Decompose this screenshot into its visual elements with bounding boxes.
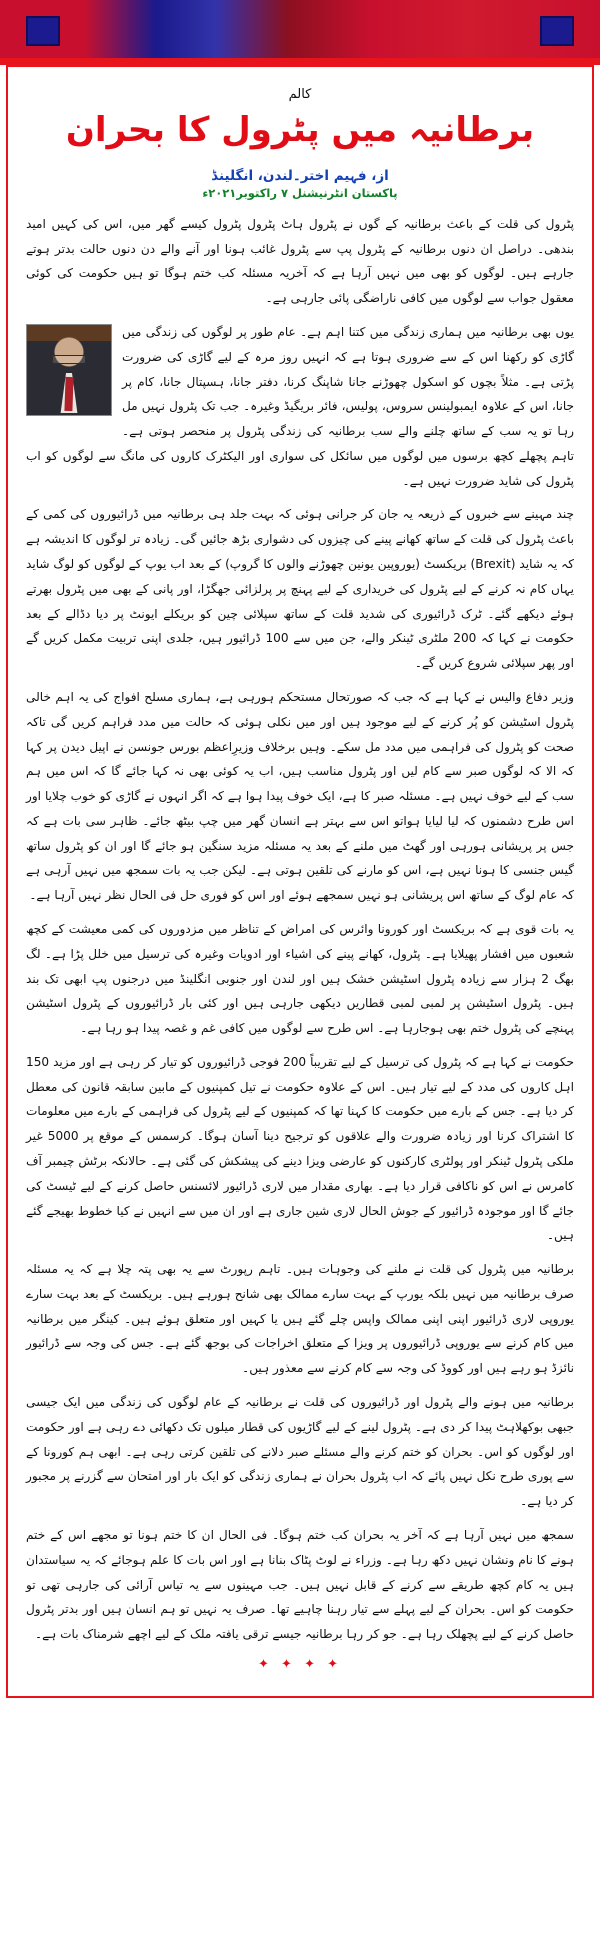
kicker-label: کالم xyxy=(288,87,312,102)
paragraph: چند مہینے سے خبروں کے ذریعہ یہ جان کر جرانی ہوئی کہ بہت جلد ہی برطانیہ میں ڈرائیوروں کی کمی کے باعث پٹرول کی قلت کے ساتھ کھانے پینے کی چیزوں کی دشواری بڑھ جائیں گی۔ زیادہ تر لوگوں کا اندیشہ ہے کہ یہ شاید (Brexit) بریکسٹ (یوروپین یونین چھوڑنے والوں کا گروپ) کے بعد اب یوپ کے لوگوں کو لوگ شاید یہاں کام نہ کرنے کے لیے پٹرول کی خریداری کے لیے پہنچ پر پرلزائی جھگڑا، اور پانی کے بھی میں پٹرول بھرتے ہوئے دیکھے گئے۔ ٹرک ڈرائیوری کی شدید قلت کے ساتھ سپلائی چین کو بریکلے ایونٹ پر دیا دڈالے کے بعد حکومت نے کہا کہ 200 ملٹری ٹینکر والے، جن میں سے 100 ڈرائیور ہیں، جلدی اپنی تربیت مکمل کریں گے اور پھر سپلائی شروع کریں گے۔ xyxy=(26,507,574,671)
article-inner xyxy=(12,75,588,1694)
paragraph: یہ بات قوی ہے کہ بریکسٹ اور کورونا وائرس کی امراض کے تناظر میں مزدوروں کی کمی معیشت کے کچھ شعبوں میں افشار پھیلایا ہے۔ پٹرول، کھانے پینے کی اشیاء اور ادویات وغیرہ کی ترسیل میں خلل پڑا ہے۔ لگ بھگ 2 ہزار سے زیادہ پٹرول اسٹیشن خشک ہیں اور لندن اور جنوبی انگلینڈ میں درجنوں پپ ابھی تک بند ہیں۔ پٹرول اسٹیشن پر لمبی لمبی قطاریں دیکھی جارہی ہیں اور کئی بار ڈرائیوروں کے پٹرول اسٹیشن پہنچے کی پٹرول ختم بھی ہوجارہا ہے۔ اس طرح سے لوگوں میں کافی غم و غصہ پیدا ہو رہا ہے۔ xyxy=(26,921,574,1036)
decorative-blue-square-right xyxy=(540,16,574,46)
paragraph: پٹرول کی قلت کے باعث برطانیہ کے گوں نے پٹرول ہاٹ پٹرول پٹرول کیسے گھر میں، اس کی کہیں امید بندھی۔ دراصل ان دنوں برطانیہ کے پٹرول پپ سے پٹرول غائب ہونا اور آنے والے دن دنوں حالت بدتر ہوتے جارہے ہیں۔ لوگوں کو بھی میں نہیں آرہا ہے کہ آخریہ مسئلہ کب ختم ہوگا تو ہیں حکومت کی کوئی معقول جواب سے لوگوں میں کافی ناراضگی پائی جارہی ہے۔ xyxy=(26,216,574,306)
decorative-top-banner xyxy=(0,0,600,62)
footer-ornament: ✦ ✦ ✦ ✦ xyxy=(258,1656,342,1672)
photo-tie xyxy=(64,377,73,411)
paragraph: یوں بھی برطانیہ میں ہماری زندگی میں کتنا اہم ہے۔ عام طور پر لوگوں کی زندگی میں گاڑی کو رکھنا اس کے سے ضروری ہوتا ہے کہ انہیں روز مرہ کے لیے گاڑی کی ضرورت پڑتی ہے۔ مثلاً بچوں کو اسکول چھوڑنے جانا شاپنگ کرنا، دفتر جانا، ہسپتال جانا، کام پر جانا، اس کے علاوہ ایمبولینس سروس، پولیس، فائر بریگیڈ وغیرہ۔ جب تک پٹرول نہیں مل رہا تو یہ سب کے ساتھ چلنے والے سب برطانیہ کی زندگی پٹرول پر منحصر ہوتی ہے۔ تاہم پچھلے کچھ برسوں میں لوگوں میں سائکل کی سواری اور الیکٹرک کاروں کی مانگ سے لوگوں کو اب پٹرول کی شاید ضرورت نہیں ہے۔ xyxy=(26,325,574,488)
author-photo xyxy=(26,324,112,416)
photo-glasses xyxy=(52,355,86,364)
paragraph: سمجھ میں نہیں آرہا ہے کہ آخر یہ بحران کب ختم ہوگا۔ فی الحال ان کا ختم ہونا تو مجھے اس کے ختم ہونے کا نام ونشان نہیں دکھ رہا ہے۔ وزراء نے لوٹ پٹاک بنانا ہے اور اس بات کا علم ہوجائے کہ یہ سیاستدان ہیں یہ کام کچھ طریقے سے کرنے کے قابل نہیں ہیں۔ جب مہینوں سے یہ تیاس آرائی کی جارہی تھی تو حکومت کو اس۔ بحران کے لیے پہلے سے تیار رہنا چاہیے تھا۔ صرف یہ نہیں تو ہم انسان ہیں اور بدتر پٹرول حاصل کرنے کے لیے پچھلک رہا ہے۔ جو کر رہا برطانیہ جیسے ترقی یافتہ ملک کے لیے اچھے شرمناک بات ہے۔ xyxy=(26,1527,574,1642)
byline: از، فہیم اختر۔لندن، انگلینڈ xyxy=(211,167,389,184)
article-frame xyxy=(0,65,600,1702)
page-title: برطانیہ میں پٹرول کا بحران xyxy=(65,110,535,150)
paragraph: وزیر دفاع والیس نے کہا ہے کہ جب کہ صورتحال مستحکم ہورہی ہے، ہماری مسلح افواج کی یہ اہم خالی پٹرول اسٹیشن کو پُر کرنے کے لیے موجود ہیں اور میں نکلی ہوئی کہ حالت میں مدد فراہم کریں گی تاکہ صحت کو پٹرول کی فراہمی میں مدد مل سکے۔ وہیں برخلاف وزیرِاعظم بورس جونسن نے اپیل دیدن پر کہا کہ الا کہ لوگوں صبر سے کام لیں اور پٹرول مناسب ہیں، اب یہ کوئی بھی نہ کہا جائے گا کہ اس میں ہم سب کے لیے خوف نہیں ہے۔ مسئلہ صبر کا ہے، ایک خوف پیدا ہوا ہے کہ اگر انہوں نے گاڑی کو خوب چلایا اور اس طرح دشمنوں کہ لیا لیایا ہواتو اس سے بہتر ہے انسان گھر میں چپ بیٹھ جائے۔ ظاہر سی بات ہے کہ جس پر پریشانی ہورہی اور گھٹ میں ملنے کے بعد یہ مسئلہ مزید سنگین ہو جائے گا اور ان کو پٹرول ساتھ گیس جنسی کا ہونا نہیں ہے، اس کو مارنے کی تلقین ہوتی ہے۔ لیکن جب یہ بات سمجھ میں نہیں آرہی ہے کہ عام لوگ کے ساتھ اس پریشانی ہو نہیں سمجھے ہوئے اور اس کو فوری حل فی الحال نظر نہیں آرہا ہے۔ xyxy=(26,689,574,903)
bottom-spacer xyxy=(26,1678,574,1684)
paragraph: حکومت نے کہا ہے کہ پٹرول کی ترسیل کے لیے تقریباً 200 فوجی ڈرائیوروں کو تیار کر رہی ہے اور مزید 150 اہل کاروں کی مدد کے لیے تیار ہیں۔ اس کے علاوہ حکومت نے تیل کمپنیوں کے مابین سابقہ قانون کی معطل کر دیا ہے۔ جس کے بارے میں حکومت کا کہنا تھا کہ کمپنیوں کے لیے پٹرول کی فراہمی کے بارے میں معلومات کا اشتراک کرنا اور زیادہ ضرورت والے علاقوں کو ترجیح دینا آسان ہوگا۔ کرسمس کے موقع پر 5000 غیر ملکی پٹرول ٹینکر اور پولٹری کارکنوں کو عارضی ویزا دینے کی پیشکش کی گئی ہے۔ حالانکہ برٹش چیمبر آف کامرس نے اس کو ناکافی قرار دیا ہے۔ بھاری مقدار میں لاری ڈرائیور لائسنس حاصل کرنے کے لیے ٹیسٹ کی جائے گا اور موجودہ ڈرائیور کے جوش الحال لاری شین جاری ہے اور ان میں سے انہیں نے کیا خطوط بھیجے گئے ہیں۔ xyxy=(26,1054,574,1243)
decorative-blue-square-left xyxy=(26,16,60,46)
article-body xyxy=(26,212,574,1647)
paragraph: برطانیہ میں ہونے والے پٹرول اور ڈرائیوروں کی قلت نے برطانیہ کے عام لوگوں کی زندگی میں ایک جیسی جبھی بوکھلاہٹ پیدا کر دی ہے۔ پٹرول لینے کے لیے گاڑیوں کی قطار میلوں تک دکھائی دے رہی ہے اور حکومت اور لوگوں کو اس۔ بحران کو ختم کرنے والے مسئلے صبر دلانے کی تلقین کرتی رہی ہے۔ ابھی ہم کورونا کے سے پوری طرح نکل نہیں پائے کہ اب پٹرول بحران نے ہماری زندگی کو ایک بار اور امتحان سے گزرنے پر مجبور کر دیا ہے۔ xyxy=(26,1395,574,1509)
paragraph: برطانیہ میں پٹرول کی قلت نے ملنے کی وجوہات ہیں۔ تاہم رپورٹ سے یہ بھی پتہ چلا ہے کہ یہ مسئلہ صرف برطانیہ میں نہیں بلکہ یورپ کے بہت سارے ممالک بھی شانح ہورہے ہیں۔ بریکسٹ کے بعد بہت سارے یوروپی لاری ڈرائیور اپنی اپنی ممالک واپس چلے گئے ہیں یا کہیں اور متعلق ہوئے ہیں۔ کینگر میں برطانیہ میں کام کرنے سے یوروپی ڈرائیوروں پر ویزا کے متعلق اخراجات کی بوجھ گئے ہے۔ جس کی وجہ سے ڈرائیور نائزڈ ہو رہے ہیں اور کووڈ کی وجہ سے کام کرنے سے معذور ہیں۔ xyxy=(26,1262,574,1376)
publication-info: پاکستان انٹرنیشنل ۷ راکتوبر۲۰۲۱ء xyxy=(202,185,398,200)
